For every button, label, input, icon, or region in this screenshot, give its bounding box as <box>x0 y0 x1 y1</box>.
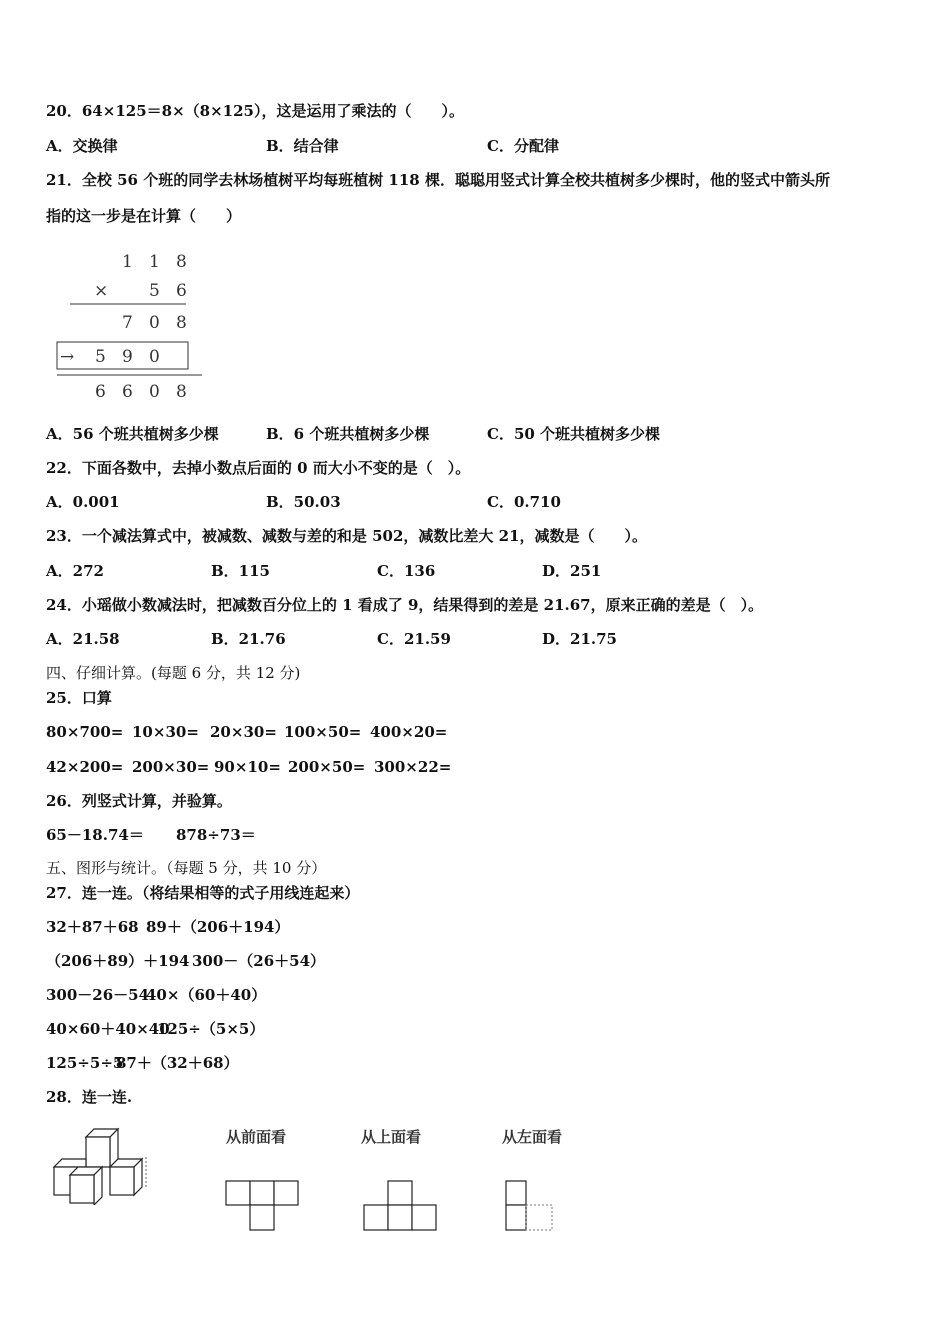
q22-option-b[interactable]: B．50.03 <box>266 493 341 511</box>
oral-calc-item: 200×50= <box>288 758 366 776</box>
q23-option-c[interactable]: C．136 <box>377 562 436 580</box>
oral-calc-item: 90×10= <box>214 758 281 776</box>
q24-option-a[interactable]: A．21.58 <box>46 630 120 648</box>
q24-option-d[interactable]: D．21.75 <box>542 630 617 648</box>
q20-option-c[interactable]: C．分配律 <box>487 137 559 155</box>
digit: 6 <box>95 382 106 402</box>
match-right-item[interactable]: 87＋（32＋68） <box>116 1054 239 1072</box>
cube-solid-figure <box>48 1125 153 1205</box>
digit: 5 <box>95 347 106 367</box>
q23-option-b[interactable]: B．115 <box>211 562 270 580</box>
view-label-front: 从前面看 <box>226 1128 287 1146</box>
left-view-figure[interactable] <box>500 1178 560 1234</box>
match-left-item[interactable]: （206＋89）＋194 <box>46 952 190 970</box>
q23-option-d[interactable]: D．251 <box>542 562 602 580</box>
q21-option-b[interactable]: B．6 个班共植树多少棵 <box>266 425 430 443</box>
oral-calc-item: 300×22= <box>374 758 452 776</box>
oral-calc-item: 20×30= <box>210 723 277 741</box>
match-left-item[interactable]: 300－26－54 <box>46 986 150 1004</box>
digit: 8 <box>176 252 187 272</box>
section-4-heading: 四、仔细计算。(每题 6 分，共 12 分) <box>46 664 301 682</box>
digit: 0 <box>149 313 160 333</box>
q23-option-a[interactable]: A．272 <box>46 562 104 580</box>
oral-calc-item: 10×30= <box>132 723 199 741</box>
oral-calc-item: 42×200= <box>46 758 124 776</box>
top-view-figure[interactable] <box>360 1178 440 1234</box>
arrow-icon: → <box>60 347 75 367</box>
digit: 1 <box>149 252 160 272</box>
q20-option-b[interactable]: B．结合律 <box>266 137 339 155</box>
match-right-item[interactable]: 125÷（5×5） <box>157 1020 265 1038</box>
oral-calc-item: 100×50= <box>284 723 362 741</box>
digit: 8 <box>176 313 187 333</box>
q21-option-a[interactable]: A．56 个班共植树多少棵 <box>46 425 219 443</box>
match-left-item[interactable]: 32＋87＋68 <box>46 918 139 936</box>
digit: 9 <box>122 347 133 367</box>
match-right-item[interactable]: 300－（26＋54） <box>192 952 326 970</box>
q23-stem: 23．一个减法算式中，被减数、减数与差的和是 502，减数比差大 21，减数是（ ）。 <box>46 527 648 545</box>
q21-stem-line2: 指的这一步是在计算（ ） <box>46 207 242 225</box>
digit: 5 <box>149 281 160 301</box>
front-view-figure[interactable] <box>222 1178 302 1234</box>
q22-option-c[interactable]: C．0.710 <box>487 493 561 511</box>
q24-option-c[interactable]: C．21.59 <box>377 630 451 648</box>
digit: 7 <box>122 313 133 333</box>
digit: 0 <box>149 382 160 402</box>
oral-calc-item: 200×30= <box>132 758 210 776</box>
oral-calc-item: 80×700= <box>46 723 124 741</box>
q20-option-a[interactable]: A．交换律 <box>46 137 118 155</box>
view-label-left: 从左面看 <box>502 1128 563 1146</box>
match-left-item[interactable]: 40×60＋40×40 <box>46 1020 170 1038</box>
q25-title: 25．口算 <box>46 689 112 707</box>
vertical-calc-item: 65－18.74＝ <box>46 826 144 844</box>
match-right-item[interactable]: 40×（60＋40） <box>146 986 267 1004</box>
q21-option-c[interactable]: C．50 个班共植树多少棵 <box>487 425 661 443</box>
digit: 0 <box>149 347 160 367</box>
q22-option-a[interactable]: A．0.001 <box>46 493 120 511</box>
q21-stem-line1: 21．全校 56 个班的同学去林场植树平均每班植树 118 棵．聪聪用竖式计算全校共植树多少棵时，他的竖式中箭头所 <box>46 171 830 189</box>
digit: 8 <box>176 382 187 402</box>
match-left-item[interactable]: 125÷5÷5 <box>46 1054 124 1072</box>
q20-stem: 20．64×125＝8×（8×125），这是运用了乘法的（ ）。 <box>46 102 464 120</box>
q22-stem: 22．下面各数中，去掉小数点后面的 0 而大小不变的是（ ）。 <box>46 459 471 477</box>
oral-calc-item: 400×20= <box>370 723 448 741</box>
vertical-calc-item: 878÷73＝ <box>176 826 256 844</box>
digit: 6 <box>122 382 133 402</box>
q24-option-b[interactable]: B．21.76 <box>211 630 286 648</box>
q28-title: 28．连一连. <box>46 1088 133 1106</box>
match-right-item[interactable]: 89＋（206＋194） <box>146 918 290 936</box>
section-5-heading: 五、图形与统计。（每题 5 分，共 10 分） <box>46 859 327 877</box>
times-sign: × <box>94 281 109 301</box>
digit: 1 <box>122 252 133 272</box>
vertical-multiplication-figure <box>50 245 220 405</box>
q27-title: 27．连一连。（将结果相等的式子用线连起来） <box>46 884 360 902</box>
digit: 6 <box>176 281 187 301</box>
q26-title: 26．列竖式计算，并验算。 <box>46 792 232 810</box>
view-label-top: 从上面看 <box>361 1128 422 1146</box>
q24-stem: 24．小瑶做小数减法时，把减数百分位上的 1 看成了 9，结果得到的差是 21.67，原来正确的差是（ ）。 <box>46 596 764 614</box>
